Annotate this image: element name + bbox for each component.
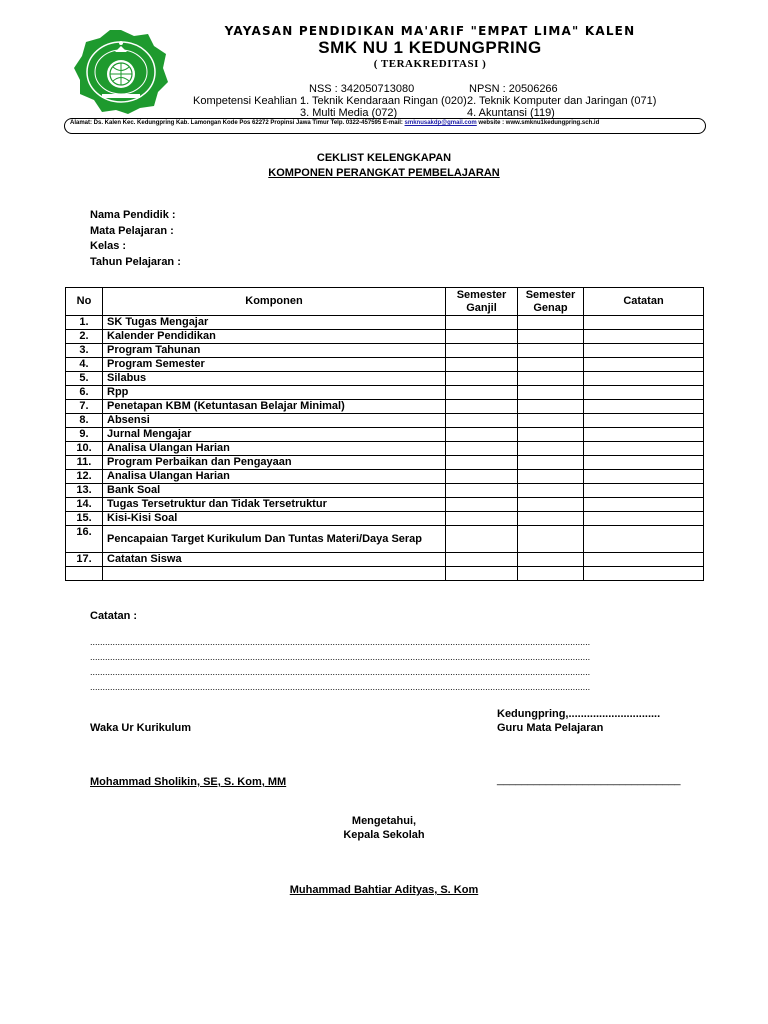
notes-label: Catatan : [90, 610, 138, 622]
checklist-table [65, 287, 704, 581]
field-kelas: Kelas : [90, 240, 127, 252]
table-row: 14. Tugas Tersetruktur dan Tidak Tersetruktur [66, 498, 704, 512]
table-row: 12. Analisa Ulangan Harian [66, 470, 704, 484]
program-item-4: 4. Akuntansi (119) [467, 107, 555, 119]
table-row-empty [66, 567, 704, 581]
table-row: 4. Program Semester [66, 358, 704, 372]
cell-genap[interactable] [518, 484, 584, 498]
table-row: 5. Silabus [66, 372, 704, 386]
notes-line[interactable]: ........................................................................................................................................................................................................ [90, 667, 591, 677]
cell-genap[interactable] [518, 344, 584, 358]
table-row: 7. Penetapan KBM (Ketuntasan Belajar Minimal) [66, 400, 704, 414]
cell-genap[interactable] [518, 316, 584, 330]
cell-genap[interactable] [518, 456, 584, 470]
program-item-3: 3. Multi Media (072) [300, 107, 398, 119]
cell-genap[interactable] [518, 553, 584, 567]
cell-catatan[interactable] [584, 512, 704, 526]
cell-genap[interactable] [518, 400, 584, 414]
table-row: 9. Jurnal Mengajar [66, 428, 704, 442]
header-catatan: Catatan [584, 288, 704, 316]
table-row: 17. Catatan Siswa [66, 553, 704, 567]
cell-ganjil[interactable] [446, 553, 518, 567]
table-row: 11. Program Perbaikan dan Pengayaan [66, 456, 704, 470]
cell-genap[interactable] [518, 567, 584, 581]
cell-genap[interactable] [518, 442, 584, 456]
kompetensi-label: Kompetensi Keahlian : [193, 95, 304, 107]
cell-ganjil[interactable] [446, 428, 518, 442]
cell-catatan[interactable] [584, 344, 704, 358]
npsn-number: NPSN : 20506266 [469, 83, 558, 95]
cell-catatan[interactable] [584, 484, 704, 498]
table-row: 2. Kalender Pendidikan [66, 330, 704, 344]
cell-ganjil[interactable] [446, 358, 518, 372]
cell-genap[interactable] [518, 358, 584, 372]
cell-catatan[interactable] [584, 386, 704, 400]
nss-number: NSS : 342050713080 [309, 83, 415, 95]
cell-catatan[interactable] [584, 526, 704, 553]
place-date: Kedungpring,.............................. [497, 708, 661, 720]
cell-ganjil[interactable] [446, 456, 518, 470]
cell-catatan[interactable] [584, 470, 704, 484]
cell-ganjil[interactable] [446, 526, 518, 553]
cell-catatan[interactable] [584, 358, 704, 372]
cell-catatan[interactable] [584, 553, 704, 567]
head-title: Kepala Sekolah [343, 829, 425, 841]
cell-ganjil[interactable] [446, 498, 518, 512]
header-no: No [66, 288, 103, 316]
right-signature-line: ______________________________ [497, 774, 681, 786]
table-row: 1. SK Tugas Mengajar [66, 316, 704, 330]
header-komponen: Komponen [103, 288, 446, 316]
cell-catatan[interactable] [584, 372, 704, 386]
cell-catatan[interactable] [584, 414, 704, 428]
school-address [70, 120, 700, 126]
cell-ganjil[interactable] [446, 442, 518, 456]
cell-catatan[interactable] [584, 567, 704, 581]
cell-genap[interactable] [518, 470, 584, 484]
notes-line[interactable]: ........................................................................................................................................................................................................ [90, 637, 591, 647]
accreditation-status: ( TERAKREDITASI ) [373, 58, 487, 70]
cell-ganjil[interactable] [446, 567, 518, 581]
table-row: 13. Bank Soal [66, 484, 704, 498]
cell-genap[interactable] [518, 512, 584, 526]
header-semester-genap: Semester Genap [518, 288, 584, 316]
cell-ganjil[interactable] [446, 484, 518, 498]
cell-ganjil[interactable] [446, 330, 518, 344]
cell-genap[interactable] [518, 428, 584, 442]
cell-genap[interactable] [518, 414, 584, 428]
field-mata-pelajaran: Mata Pelajaran : [90, 225, 174, 237]
notes-line[interactable]: ........................................................................................................................................................................................................ [90, 652, 591, 662]
email-link[interactable]: smknusakdp@gmail.com [404, 120, 477, 126]
school-logo [72, 28, 170, 114]
table-body [66, 316, 704, 581]
program-item-2: 2. Teknik Komputer dan Jaringan (071) [467, 95, 657, 107]
table-row: 10. Analisa Ulangan Harian [66, 442, 704, 456]
cell-ganjil[interactable] [446, 344, 518, 358]
cell-ganjil[interactable] [446, 372, 518, 386]
notes-line[interactable]: ........................................................................................................................................................................................................ [90, 682, 591, 692]
cell-ganjil[interactable] [446, 470, 518, 484]
table-row: 15. Kisi-Kisi Soal [66, 512, 704, 526]
cell-genap[interactable] [518, 498, 584, 512]
cell-catatan[interactable] [584, 442, 704, 456]
head-name: Muhammad Bahtiar Adityas, S. Kom [289, 884, 479, 896]
cell-genap[interactable] [518, 372, 584, 386]
cell-catatan[interactable] [584, 498, 704, 512]
cell-ganjil[interactable] [446, 400, 518, 414]
left-signatory-title: Waka Ur Kurikulum [90, 722, 192, 734]
table-row: 8. Absensi [66, 414, 704, 428]
cell-ganjil[interactable] [446, 386, 518, 400]
table-row: 16. Pencapaian Target Kurikulum Dan Tuntas Materi/Daya Serap [66, 526, 704, 553]
cell-ganjil[interactable] [446, 512, 518, 526]
address-text: Alamat: Ds. Kalen Kec. Kedungpring Kab. Lamongan Kode Pos 62272 Propinsi Jawa Timur Telp. 0322-457595 E-mail: [70, 120, 405, 126]
cell-ganjil[interactable] [446, 414, 518, 428]
cell-genap[interactable] [518, 526, 584, 553]
table-row: 6. Rpp [66, 386, 704, 400]
document-title: CEKLIST KELENGKAPAN [316, 152, 452, 164]
cell-catatan[interactable] [584, 456, 704, 470]
table-row: 3. Program Tahunan [66, 344, 704, 358]
cell-genap[interactable] [518, 330, 584, 344]
foundation-name: YAYASAN PENDIDIKAN MA'ARIF "EMPAT LIMA" KALEN [224, 24, 636, 38]
field-tahun-pelajaran: Tahun Pelajaran : [90, 256, 181, 268]
cell-catatan[interactable] [584, 400, 704, 414]
program-item-1: 1. Teknik Kendaraan Ringan (020) [300, 95, 467, 107]
document-subtitle: KOMPONEN PERANGKAT PEMBELAJARAN [268, 167, 500, 179]
acknowledgement-label: Mengetahui, [351, 815, 417, 827]
website-text: website : www.smknu1kedungpring.sch.id [476, 120, 600, 126]
field-nama-pendidik: Nama Pendidik : [90, 209, 176, 221]
cell-catatan[interactable] [584, 330, 704, 344]
right-signatory-title: Guru Mata Pelajaran [497, 722, 604, 734]
header-semester-ganjil: Semester Ganjil [446, 288, 518, 316]
table-header-row [66, 288, 704, 316]
cell-ganjil[interactable] [446, 316, 518, 330]
left-signatory-name: Mohammad Sholikin, SE, S. Kom, MM [90, 776, 287, 788]
school-name: SMK NU 1 KEDUNGPRING [318, 38, 542, 57]
cell-genap[interactable] [518, 386, 584, 400]
cell-catatan[interactable] [584, 428, 704, 442]
cell-catatan[interactable] [584, 316, 704, 330]
